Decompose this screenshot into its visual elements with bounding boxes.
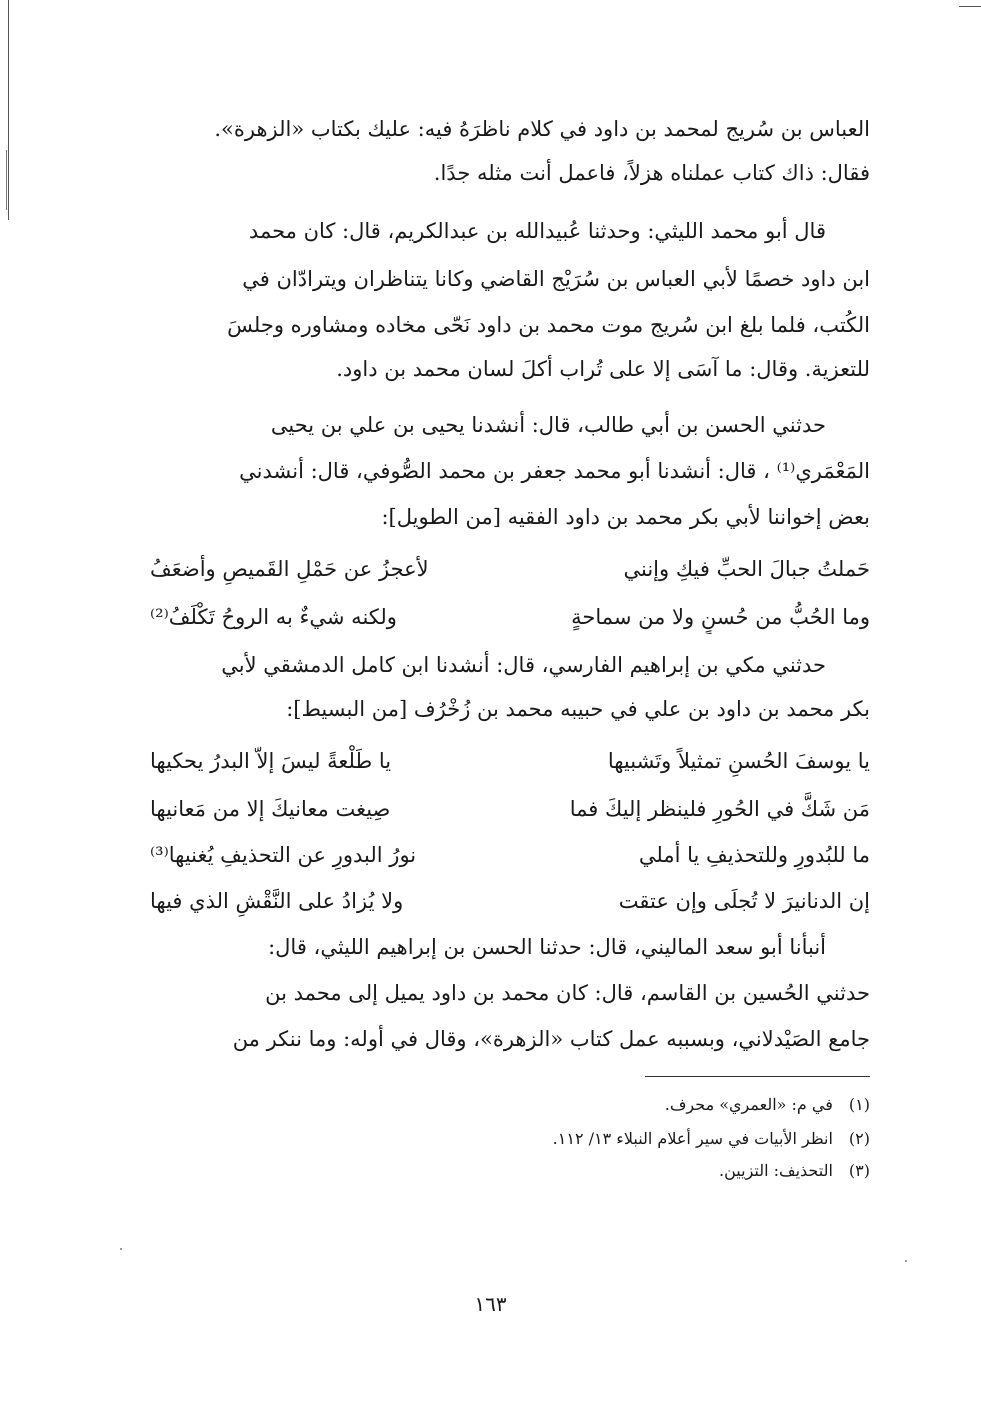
scan-speck: [120, 1248, 122, 1250]
page-number: ١٦٣: [474, 1292, 507, 1316]
poem-verse: [150, 792, 870, 826]
body-line: بكر محمد بن داود بن علي في حبيبه محمد بن زُخْرُف [من البسيط]:: [286, 697, 870, 721]
body-line: العباس بن سُريج لمحمد بن داود في كلام ناظرَهُ فيه: عليك بكتاب «الزهرة».: [214, 117, 870, 141]
verse-second-hemistich: ولا يُزادُ على النَّقْشِ الذي فيها: [150, 889, 404, 913]
poem-verse: [150, 884, 870, 918]
body-line: جامع الصَيْدلاني، وبسببه عمل كتاب «الزهرة»، وقال في أوله: وما ننكر من: [232, 1027, 870, 1051]
body-line: أنبأنا أبو سعد الماليني، قال: حدثنا الحسن بن إبراهيم الليثي، قال:: [268, 935, 826, 959]
scan-edge-mark: [6, 150, 7, 210]
body-line: للتعزية. وقال: ما آسَى إلا على تُراب أكلَ لسان محمد بن داود.: [336, 357, 870, 381]
body-line: حدثني مكي بن إبراهيم الفارسي، قال: أنشدنا ابن كامل الدمشقي لأبي: [221, 653, 826, 677]
poem-verse: [150, 600, 870, 634]
verse-first-hemistich: حَملتُ جبالَ الحبِّ فيكِ وإنني: [623, 557, 870, 581]
body-line: المَعْمَري⁽¹⁾ ، قال: أنشدنا أبو محمد جعفر بن محمد الصُّوفي، قال: أنشدني: [239, 459, 870, 483]
body-line: بعض إخواننا لأبي بكر محمد بن داود الفقيه [من الطويل]:: [381, 505, 870, 529]
verse-first-hemistich: مَن شَكَّ في الحُورِ فلينظر إليكَ فما: [569, 797, 870, 821]
footnote: [150, 1126, 870, 1152]
body-line: حدثني الحُسين بن القاسم، قال: كان محمد بن داود يميل إلى محمد بن: [265, 981, 870, 1005]
scan-edge-mark: [8, 0, 9, 220]
verse-second-hemistich: صِيغت معانيكَ إلا من مَعانيها: [150, 797, 391, 821]
footnote-number: (٢): [848, 1129, 870, 1148]
footnote-text: في م: «العمري» محرف.: [664, 1095, 833, 1114]
footnote-text: التحذيف: التزيين.: [719, 1161, 833, 1180]
scan-edge-mark: [959, 6, 981, 7]
footnote: [150, 1158, 870, 1184]
verse-first-hemistich: إن الدنانيرَ لا تُجلَى وإن عتقت: [618, 889, 870, 913]
verse-second-hemistich: ولكنه شيءٌ به الروحُ تَكْلَفُ⁽²⁾: [150, 605, 397, 629]
verse-first-hemistich: يا يوسفَ الحُسنِ تمثيلاً وتَشبيها: [607, 749, 870, 773]
body-line: فقال: ذاك كتاب عملناه هزلاً، فاعمل أنت مثله جدًا.: [433, 161, 870, 185]
body-line: حدثني الحسن بن أبي طالب، قال: أنشدنا يحيى بن علي بن يحيى: [270, 413, 826, 437]
body-line: قال أبو محمد الليثي: وحدثنا عُبيدالله بن عبدالكريم، قال: كان محمد: [248, 219, 826, 243]
poem-verse: [150, 744, 870, 778]
body-line: ابن داود خصمًا لأبي العباس بن سُرَيْج القاضي وكانا يتناظران ويترادّان في: [242, 267, 870, 291]
verse-second-hemistich: يا طَلْعةً ليسَ إلاّ البدرُ يحكيها: [150, 749, 392, 773]
poem-verse: [150, 838, 870, 872]
footnote-text: انظر الأبيات في سير أعلام النبلاء ١٣/ ١١٢.: [552, 1129, 833, 1148]
verse-second-hemistich: نورُ البدورِ عن التحذيفِ يُغنيها⁽³⁾: [150, 843, 417, 867]
footnote-number: (١): [848, 1095, 870, 1114]
scan-speck: [905, 1260, 907, 1262]
verse-first-hemistich: ما للبُدورِ وللتحذيفِ يا أملي: [638, 843, 870, 867]
poem-verse: [150, 552, 870, 586]
body-line: الكُتب، فلما بلغ ابن سُريج موت محمد بن داود نَحّى مخاده ومشاوره وجلسَ: [227, 313, 870, 337]
footnote-separator: [645, 1076, 870, 1077]
verse-second-hemistich: لأعجزُ عن حَمْلِ القَميصِ وأضعَفُ: [150, 557, 429, 581]
footnote: [150, 1092, 870, 1118]
verse-first-hemistich: وما الحُبُّ من حُسنٍ ولا من سماحةٍ: [571, 605, 870, 629]
footnote-number: (٣): [848, 1161, 870, 1180]
